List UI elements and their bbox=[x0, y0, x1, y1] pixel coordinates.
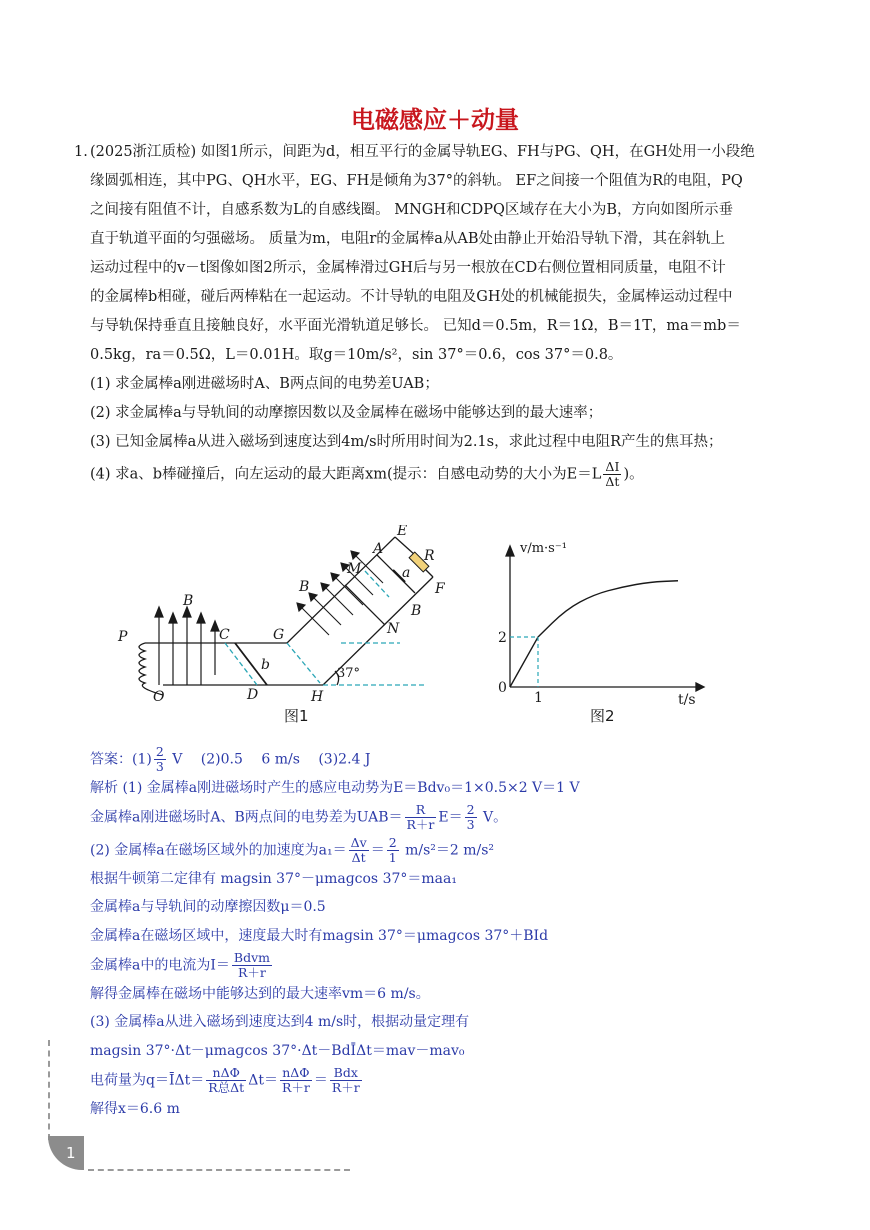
y-tick-label: 2 bbox=[498, 630, 507, 646]
solution-line: 解得金属棒在磁场中能够达到的最大速率vm＝6 m/s。 bbox=[90, 985, 430, 1002]
question-4-text: (4) 求a、b棒碰撞后，向左运动的最大距离xm(提示：自感电动势的大小为E＝L bbox=[90, 466, 602, 483]
fraction bbox=[330, 1066, 362, 1095]
label-F: F bbox=[435, 581, 445, 597]
figure-2-caption: 图2 bbox=[590, 707, 615, 725]
fraction bbox=[387, 836, 399, 865]
solution-line: 解得x＝6.6 m bbox=[90, 1100, 180, 1117]
fraction-numerator: Bdvm bbox=[233, 949, 270, 965]
label-P: P bbox=[118, 629, 128, 645]
problem-line: (2025浙江质检) 如图1所示，间距为d，相互平行的金属导轨EG、FH与PG、QH，在GH处用一小段绝 bbox=[90, 144, 755, 160]
label-H: H bbox=[311, 689, 324, 705]
fraction bbox=[405, 803, 437, 832]
solution-line bbox=[90, 803, 810, 832]
question-4-end: )。 bbox=[623, 466, 644, 483]
question-3: (3) 已知金属棒a从进入磁场到速度达到4m/s时所用时间为2.1s，求此过程中电阻R产生的焦耳热； bbox=[90, 434, 723, 450]
page-number-tab bbox=[48, 1136, 84, 1170]
solution-text: 金属棒a中的电流为I＝ bbox=[90, 957, 230, 974]
label-C: C bbox=[219, 627, 230, 643]
solution-line: 解析 (1) 金属棒a刚进磁场时产生的感应电动势为E＝Bdv₀＝1×0.5×2 V＝1 V bbox=[90, 780, 580, 797]
solution-line: 金属棒a与导轨间的动摩擦因数μ＝0.5 bbox=[90, 899, 326, 916]
figure-1-caption: 图1 bbox=[284, 707, 309, 725]
label-R: R bbox=[424, 548, 435, 564]
solution-text: ＝ bbox=[313, 1072, 328, 1089]
label-N: N bbox=[387, 621, 400, 637]
fraction-denominator: R＋r bbox=[238, 964, 266, 980]
solution-text: (2) 金属棒a在磁场区域外的加速度为a₁＝ bbox=[90, 842, 347, 859]
series-line bbox=[510, 581, 678, 687]
solution-text: ＝ bbox=[370, 842, 385, 859]
problem-line: 与导轨保持垂直且接触良好，水平面光滑轨道足够长。 已知d＝0.5m，R＝1Ω，B＝1T，ma＝mb＝ bbox=[90, 318, 741, 334]
solution-line: maɡsin 37°·Δt－μmaɡcos 37°·Δt－BdĪΔt＝mav－mav₀ bbox=[90, 1042, 465, 1059]
solution-text: Δt＝ bbox=[248, 1072, 278, 1089]
fraction-denominator: 1 bbox=[388, 849, 397, 865]
fraction bbox=[603, 460, 621, 489]
y-axis-label: v/m·s⁻¹ bbox=[520, 541, 567, 556]
fraction-denominator: 3 bbox=[466, 816, 475, 832]
label-b: b bbox=[261, 657, 270, 673]
fraction bbox=[465, 803, 477, 832]
solution-text: V。 bbox=[478, 809, 508, 826]
answer-prefix: 答案：(1) bbox=[90, 751, 152, 768]
problem-line: 缘圆弧相连，其中PG、QH水平，EG、FH是倾角为37°的斜轨。 EF之间接一个阻值为R的电阻，PQ bbox=[90, 173, 743, 189]
fraction bbox=[154, 745, 166, 774]
label-G: G bbox=[273, 627, 285, 643]
fraction-denominator: Δt bbox=[351, 849, 366, 865]
fraction-numerator: 2 bbox=[155, 744, 164, 759]
label-E: E bbox=[397, 525, 408, 539]
fraction-numerator: nΔΦ bbox=[280, 1066, 312, 1081]
solution-text: m/s²＝2 m/s² bbox=[400, 842, 495, 859]
label-B-end: B bbox=[411, 603, 422, 619]
fraction-denominator: R总Δt bbox=[208, 1079, 245, 1095]
label-B-horizontal: B bbox=[183, 593, 194, 609]
label-D: D bbox=[247, 687, 259, 703]
solution-line bbox=[90, 836, 810, 865]
question-1: (1) 求金属棒a刚进磁场时A、B两点间的电势差UAB； bbox=[90, 376, 439, 392]
angle-label: 37° bbox=[337, 666, 361, 681]
fraction-numerator: ΔI bbox=[603, 460, 621, 475]
solution-line bbox=[90, 1066, 810, 1095]
solution-text: E＝ bbox=[438, 809, 463, 826]
solution-line: (3) 金属棒a从进入磁场到速度达到4 m/s时，根据动量定理有 bbox=[90, 1014, 470, 1031]
fraction-denominator: R＋r bbox=[331, 1079, 360, 1095]
fraction-denominator: 3 bbox=[155, 759, 164, 774]
page-title: 电磁感应＋动量 bbox=[351, 106, 519, 134]
question-4 bbox=[90, 460, 810, 490]
label-M: M bbox=[347, 561, 362, 577]
x-tick-label: 1 bbox=[534, 690, 543, 706]
fraction-numerator: 2 bbox=[466, 801, 475, 817]
problem-line: 运动过程中的v－t图像如图2所示，金属棒滑过GH后与另一根放在CD右侧位置相同质量，电阻不计 bbox=[90, 260, 726, 276]
figure-1-diagram bbox=[115, 525, 445, 725]
problem-number: 1. bbox=[74, 144, 88, 160]
fraction-numerator: nΔΦ bbox=[206, 1066, 246, 1081]
x-axis-label: t/s bbox=[678, 692, 696, 707]
solution-text: 金属棒a刚进磁场时A、B两点间的电势差为UAB＝ bbox=[90, 809, 403, 826]
question-2: (2) 求金属棒a与导轨间的动摩擦因数以及金属棒在磁场中能够达到的最大速率； bbox=[90, 405, 603, 421]
solution-line bbox=[90, 951, 810, 980]
answer-line bbox=[90, 745, 810, 774]
answer-section bbox=[90, 745, 810, 1123]
fraction-numerator: Δv bbox=[350, 834, 367, 850]
solution-line: 金属棒a在磁场区域中，速度最大时有maɡsin 37°＝μmaɡcos 37°＋BId bbox=[90, 928, 549, 945]
page-border-vertical bbox=[48, 1040, 50, 1140]
fraction-denominator: Δt bbox=[605, 474, 620, 489]
solution-text: 电荷量为q＝ĪΔt＝ bbox=[90, 1072, 205, 1089]
page-border-horizontal bbox=[88, 1169, 350, 1171]
fraction-numerator: Bdx bbox=[330, 1066, 362, 1081]
label-B-slant: B bbox=[299, 579, 310, 595]
fraction bbox=[232, 951, 272, 980]
label-A: A bbox=[373, 541, 384, 557]
fraction-denominator: R＋r bbox=[281, 1079, 310, 1095]
problem-line: 之间接有阻值不计，自感系数为L的自感线圈。 MNGH和CDPQ区域存在大小为B，方向如图所示垂 bbox=[90, 202, 734, 218]
page-number: 1 bbox=[66, 1144, 76, 1162]
problem-statement bbox=[74, 138, 810, 490]
problem-line: 的金属棒b相碰，碰后两棒粘在一起运动。不计导轨的电阻及GH处的机械能损失，金属棒运动过程中 bbox=[90, 289, 733, 305]
problem-line: 0.5kg，ra＝0.5Ω，L＝0.01H。取g＝10m/s²，sin 37°＝0.6，cos 37°＝0.8。 bbox=[90, 347, 623, 363]
origin-label: 0 bbox=[498, 680, 507, 696]
fraction bbox=[349, 836, 369, 865]
label-a: a bbox=[402, 565, 411, 581]
v-t-curve bbox=[510, 581, 678, 687]
label-O: O bbox=[153, 689, 165, 705]
problem-line: 直于轨道平面的匀强磁场。 质量为m，电阻r的金属棒a从AB处由静止开始沿导轨下滑，其在斜轨上 bbox=[90, 231, 726, 247]
fraction bbox=[280, 1066, 312, 1095]
answer-rest: V (2)0.5 6 m/s (3)2.4 J bbox=[167, 751, 371, 768]
fraction-denominator: R＋r bbox=[406, 816, 435, 832]
fraction-numerator: R bbox=[405, 803, 437, 818]
figure-2-chart bbox=[490, 532, 710, 707]
fraction bbox=[206, 1066, 246, 1095]
solution-line: 根据牛顿第二定律有 maɡsin 37°－μmaɡcos 37°＝maa₁ bbox=[90, 870, 457, 887]
fraction-numerator: 2 bbox=[388, 834, 397, 850]
